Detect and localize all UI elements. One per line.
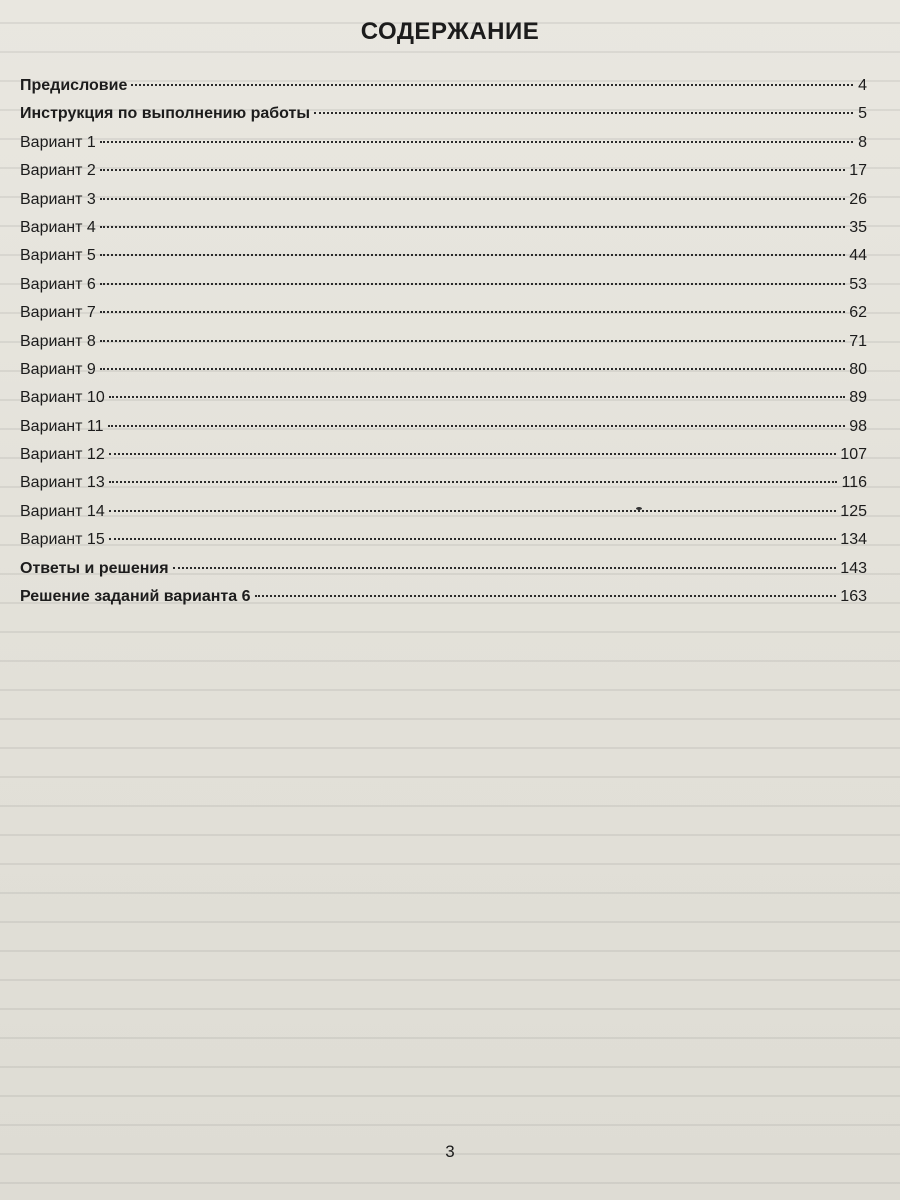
- toc-entry[interactable]: [20, 100, 867, 128]
- table-of-contents: [20, 72, 867, 611]
- toc-entry-label: Вариант 8: [20, 332, 96, 350]
- dot-leader: [109, 510, 837, 512]
- toc-entry-page: 35: [849, 218, 867, 236]
- toc-entry[interactable]: [20, 186, 867, 214]
- toc-entry[interactable]: [20, 129, 867, 157]
- toc-entry-page: 80: [849, 360, 867, 378]
- toc-entry[interactable]: [20, 413, 867, 441]
- toc-entry-label: Решение заданий варианта 6: [20, 588, 251, 606]
- toc-entry[interactable]: [20, 498, 867, 526]
- ink-smudge: [636, 507, 642, 510]
- toc-entry-page: 98: [849, 417, 867, 435]
- toc-entry[interactable]: [20, 356, 867, 384]
- toc-entry-page: 107: [840, 446, 867, 464]
- toc-entry-label: Вариант 6: [20, 275, 96, 293]
- dot-leader: [100, 198, 845, 200]
- dot-leader: [100, 368, 845, 370]
- toc-entry-label: Вариант 10: [20, 389, 105, 407]
- toc-entry[interactable]: [20, 214, 867, 242]
- toc-entry-page: 17: [849, 162, 867, 180]
- dot-leader: [100, 311, 845, 313]
- toc-entry-page: 163: [840, 588, 867, 606]
- dot-leader: [255, 595, 837, 597]
- toc-entry[interactable]: [20, 271, 867, 299]
- dot-leader: [100, 254, 845, 256]
- toc-entry-label: Вариант 1: [20, 133, 96, 151]
- toc-entry-page: 8: [858, 133, 867, 151]
- page-title: СОДЕРЖАНИЕ: [360, 18, 540, 45]
- dot-leader: [108, 425, 846, 427]
- toc-entry[interactable]: [20, 526, 867, 554]
- dot-leader: [100, 226, 845, 228]
- toc-entry[interactable]: [20, 583, 867, 611]
- toc-entry-label: Вариант 4: [20, 218, 96, 236]
- toc-entry-label: Вариант 15: [20, 531, 105, 549]
- toc-entry-label: Инструкция по выполнению работы: [20, 105, 311, 123]
- toc-entry-page: 62: [849, 304, 867, 322]
- toc-entry[interactable]: [20, 328, 867, 356]
- toc-entry-label: Предисловие: [20, 77, 128, 94]
- toc-entry[interactable]: [20, 157, 867, 185]
- toc-entry-label: Вариант 7: [20, 304, 96, 322]
- toc-entry[interactable]: [20, 469, 867, 497]
- toc-entry-label: Ответы и решения: [20, 559, 169, 577]
- dot-leader: [131, 84, 853, 86]
- dot-leader: [314, 112, 853, 114]
- toc-entry-page: 71: [849, 332, 867, 350]
- dot-leader: [109, 396, 845, 398]
- toc-entry-page: 89: [849, 389, 867, 407]
- toc-entry-page: 53: [849, 275, 867, 293]
- dot-leader: [109, 538, 837, 540]
- toc-entry-label: Вариант 3: [20, 190, 96, 208]
- toc-entry-label: Вариант 5: [20, 247, 96, 265]
- toc-entry[interactable]: [20, 299, 867, 327]
- dot-leader: [100, 169, 845, 171]
- toc-entry[interactable]: [20, 555, 867, 583]
- toc-entry-label: Вариант 13: [20, 474, 105, 492]
- dot-leader: [109, 453, 837, 455]
- dot-leader: [109, 481, 838, 483]
- toc-entry-label: Вариант 9: [20, 360, 96, 378]
- toc-entry-label: Вариант 2: [20, 162, 96, 180]
- toc-entry-label: Вариант 11: [20, 417, 104, 435]
- toc-entry[interactable]: [20, 72, 867, 100]
- toc-entry-page: 5: [858, 105, 867, 123]
- toc-entry-page: 143: [840, 559, 867, 577]
- toc-entry[interactable]: [20, 242, 867, 270]
- dot-leader: [100, 283, 845, 285]
- dot-leader: [173, 567, 837, 569]
- toc-entry-page: 26: [849, 190, 867, 208]
- dot-leader: [100, 141, 853, 143]
- toc-entry[interactable]: [20, 384, 867, 412]
- dot-leader: [100, 340, 845, 342]
- toc-entry-label: Вариант 12: [20, 446, 105, 464]
- toc-entry-page: 44: [849, 247, 867, 265]
- toc-entry-page: 4: [858, 77, 867, 94]
- toc-entry-page: 116: [841, 474, 867, 492]
- toc-entry[interactable]: [20, 441, 867, 469]
- toc-entry-page: 134: [840, 531, 867, 549]
- toc-entry-page: 125: [840, 502, 867, 520]
- page-number: 3: [445, 1142, 455, 1161]
- toc-entry-label: Вариант 14: [20, 502, 105, 520]
